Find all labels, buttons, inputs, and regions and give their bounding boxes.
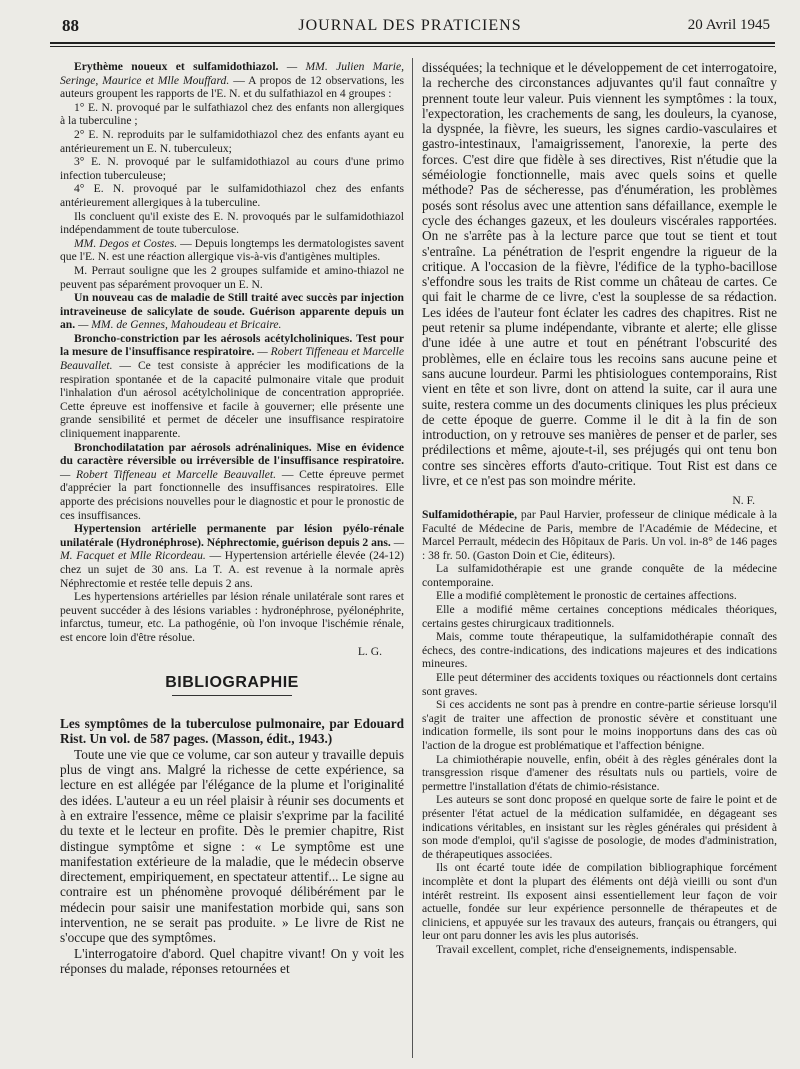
book-heading: [60, 716, 404, 747]
article-authors: — M. Facquet et Mlle Ricordeau.: [60, 535, 404, 563]
article-text: — Depuis longtemps les dermatologistes savent que l'E. N. est une réaction allergique vis-à-vis d'antigènes multiples.: [60, 236, 404, 264]
article-degos: [60, 237, 404, 264]
article-text: — Hypertension artérielle élevée (24-12) chez un sujet de 30 ans. La T. A. est revenue à la normale après Néphrectomie et restée telle depuis 2 ans.: [60, 549, 404, 590]
article-broncho: [60, 332, 404, 441]
header-rule-thin: [50, 46, 775, 47]
article-hypertension: [60, 522, 404, 590]
review-sulfamidotherapie: [422, 508, 777, 562]
paragraph: disséquées; la technique et le développement de cet interrogatoire, la recherche des circonstances adjuvantes qu'il faut connaître y prennent toute leur valeur. Puis viennent les symptômes : la toux, l'expectoration, les crachements de sang, les douleurs, la cyanose, la dyspnée, la fièvre, les sueurs, les signes cardio-vasculaires et gastro-intestinaux, l'amaigrissement, l'anorexie, la perte des forces. C'est dire que fidèle à ses directives, Rist n'étudie que la séméiologie fonctionnelle, mais avec quels soins et quelle méthode? Pas de sécheresse, pas d'énumération, les problèmes posés sont résolus avec une attention sans défaillance, exemple le cycle des échanges gazeux, et les douleurs viscérales rapportées. On ne s'arrête pas à la lecture parce que tout se tient et tout s'entraîne. La pénétration de l'esprit engendre la rigueur de la critique. A l'occasion de la fièvre, l'édifice de la typho-bacillose s'effondre sous les traits de Rist comme un château de cartes. Ce qui fait le charme de ce livre, c'est la souplesse de sa rédaction. Les idées de l'auteur font éclater les cadres des chapitres. Rist ne peut retenir sa plume indépendante, vibrante et alerte; elle glisse d'une idée à une autre et tout en pénétrant l'obscurité des problèmes, elle en éclaire tous les recoins sans aucune peine et sans aucune lourdeur. Parmi les phtisiologues contemporains, Rist vient en tête et son livre, dont on attend la suite, car il aura une suite, restera comme un des documents cliniques les plus précieux de cette époque de guerre. Comme il le dit à la fin de son introduction, on y retrouve ses manières de penser et de parler, ses prédilections et même, ajoute-t-il, ses préjugés qui ont tenu bon contre ses sincères efforts d'auto-critique. Tout Rist est dans ce livre, et ce n'est pas son moindre mérite.: [422, 60, 777, 489]
paragraph: Ils ont écarté toute idée de compilation bibliographique forcément incomplète et dont la plupart des éléments ont déjà vieilli ou sont d'un intérêt restreint. Ils exposent ainsi essentiellement leur façon de voir actuelle, fondée sur leur expérience personnelle de thérapeutes et de cliniciens, et appuyée sur les travaux des auteurs, français ou étrangers, qui leur ont paru donner les avis les plus autorisés.: [422, 861, 777, 943]
group-item: 4° E. N. provoqué par le sulfamidothiazol chez des enfants antérieurement allergiques à la tuberculine.: [60, 182, 404, 209]
article-erytheme: [60, 60, 404, 101]
page-number: 88: [62, 16, 79, 35]
article-authors: — MM. de Gennes, Mahoudeau et Bricaire.: [78, 318, 282, 332]
paragraph: Elle peut déterminer des accidents toxiques ou réactionnels dont certains sont graves.: [422, 671, 777, 698]
paragraph: M. Perraut souligne que les 2 groupes sulfamide et amino-thiazol ne peuvent pas séparément provoquer un E. N.: [60, 263, 404, 291]
journal-title: JOURNAL DES PRATICIENS: [298, 17, 522, 34]
bibliography-rule: [172, 695, 292, 696]
article-text: — A propos de 12 observations, les auteurs groupent les rapports de l'E. N. et du sulfathiazol en 4 groupes :: [60, 73, 404, 101]
paragraph: Elle a modifié complètement le pronostic de certaines affections.: [436, 589, 737, 603]
paragraph: Si ces accidents ne sont pas à prendre en contre-partie sérieuse lorsqu'il s'agit de traiter une affection de pronostic sévère et constituant une indication formelle, ils sont pour le moins inopportuns dans des cas où l'action de la drogue est problématique et l'affection bénigne.: [422, 698, 777, 752]
paragraph: Les auteurs se sont donc proposé en quelque sorte de faire le point et de présenter l'état actuel de la médication sulfamidée, en dégageant ses indications véritables, en insistant sur les règles générales qui président à son mode d'emploi, qu'il s'agisse de posologie, de modes d'administration, de thérapeutiques associées.: [422, 793, 777, 861]
article-text: — Cette épreuve permet d'apprécier la part fonctionnelle des insuffisances respiratoires. Elle apporte des précisions nouvelles pour le diagnostic et pour le pronostic de ces insuffisances.: [60, 467, 405, 522]
page-header: [50, 12, 770, 38]
book-title: Les symptômes de la tuberculose pulmonaire, par Edouard Rist. Un vol. de 587 pages. (Masson, édit., 1943.): [60, 716, 404, 747]
paragraph: L'interrogatoire d'abord. Quel chapitre vivant! On y voit les réponses du malade, réponses retournées et: [60, 945, 404, 976]
article-heading: Hypertension artérielle permanente par lésion pyélo-rénale unilatérale (Hydronéphrose). Néphrectomie, guérison depuis 2 ans.: [60, 522, 404, 549]
paragraph: Elle a modifié même certaines conceptions médicales théoriques, certains gestes chirurgicaux traditionnels.: [422, 603, 777, 630]
paragraph: Travail excellent, complet, riche d'enseignements, indispensable.: [436, 942, 737, 956]
article-authors: — Robert Tiffeneau et Marcelle Beauvallet.: [60, 467, 277, 481]
header-rule: [50, 42, 775, 44]
article-heading: Erythème noueux et sulfamidothiazol.: [74, 60, 279, 73]
paragraph: La chimiothérapie nouvelle, enfin, obéit à des règles générales dont la transgression risque d'amener des résultats nuls ou partiels, voire de permettre l'installation d'états de chimio-résistance.: [422, 752, 777, 793]
issue-date: 20 Avril 1945: [687, 17, 770, 33]
paragraph: Mais, comme toute thérapeutique, la sulfamidothérapie connaît des échecs, des contre-indications, des indications majeures et des indications mineures.: [422, 630, 777, 671]
paragraph: Les hypertensions artérielles par lésion rénale unilatérale sont rares et peuvent succéder à des lésions variables : hydronéphrose, pyélonéphrite, infarctus, tumeur, etc. La pathogénie, où l'on invoque l'ischémie rénale, est encore loin d'être résolue.: [60, 590, 404, 644]
article-authors: MM. Degos et Costes.: [74, 236, 178, 250]
signature: L. G.: [357, 644, 382, 658]
bibliography-title: BIBLIOGRAPHIE: [165, 674, 299, 692]
article-heading: Broncho-constriction par les aérosols acétylcholiniques. Test pour la mesure de l'insuffisance respiratoire.: [60, 331, 404, 359]
article-bronchodil: [60, 441, 404, 523]
group-item: 2° E. N. reproduits par le sulfamidothiazol chez des enfants ayant eu antérieurement un E. N. tuberculeux;: [60, 127, 404, 155]
article-authors: — Robert Tiffeneau et Marcelle Beauvallet.: [60, 345, 404, 373]
group-item: 3° E. N. provoqué par le sulfamidothiazol au cours d'une primo infection tuberculeuse;: [60, 155, 404, 182]
article-heading: Un nouveau cas de maladie de Still traité avec succès par injection intraveineuse de salicylate de soude. Guérison apparente depuis un an.: [60, 291, 404, 332]
book-title: Sulfamidothérapie,: [422, 507, 518, 521]
paragraph: La sulfamidothérapie est une grande conquête de la médecine contemporaine.: [422, 562, 777, 589]
left-column: [60, 60, 404, 976]
signature: N. F.: [732, 494, 755, 508]
paragraph: Toute une vie que ce volume, car son auteur y travaille depuis plus de vingt ans. Malgré la richesse de cette expérience, sa lecture en est allégée par l'élégance de la plume et l'originalité des idées. L'auteur a eu un réel plaisir à réunir ses documents et à en extraire l'essence, même ce plaisir s'exprime par la facilité du texte et le lecteur en profite. Dès le premier chapitre, Rist distingue symptôme et signe : « Le symptôme est une manifestation extérieure de la maladie, que le médecin observe directement, empiriquement, en spectateur attentif... Le signe au contraire est un phénomène provoqué délibérément par le médecin pour saisir une manifestation morbide qui, sans son intervention, ne se serait pas produite. » Le livre de Rist ne s'occupe que des symptômes.: [60, 746, 404, 946]
book-details: par Paul Harvier, professeur de clinique médicale à la Faculté de Médecine de Paris, membre de l'Académie de Médecine, et Marcel Perrault, médecin des Hôpitaux de Paris. Un vol. in-8° de 146 pages : 38 fr. 50. (Gaston Doin et Cie, éditeurs).: [422, 507, 777, 562]
article-authors: — MM. Julien Marie, Seringe, Maurice et Mlle Mouffard.: [60, 60, 405, 87]
right-column: [422, 60, 777, 957]
paragraph: Ils concluent qu'il existe des E. N. provoqués par le sulfamidothiazol indépendamment de toute tuberculose.: [60, 209, 404, 237]
article-heading: Bronchodilatation par aérosols adrénaliniques. Mise en évidence du caractère réversible ou irréversible de l'insuffisance respiratoire.: [60, 440, 404, 468]
article-still: [60, 291, 404, 332]
article-text: — Ce test consiste à apprécier les modifications de la respiration spontanée et de la capacité pulmonaire vitale que produit l'inhalation d'un aérosol acétylcholinique de concentration appropriée. Cette épreuve est inoffensive et facile à gouverner; elle présente une grande sensibilité et permet de déceler une insuffisance respiratoire cliniquement inapparente.: [60, 359, 404, 441]
group-item: 1° E. N. provoqué par le sulfathiazol chez des enfants non allergiques à la tuberculine ;: [60, 100, 404, 128]
column-divider: [412, 58, 413, 1058]
